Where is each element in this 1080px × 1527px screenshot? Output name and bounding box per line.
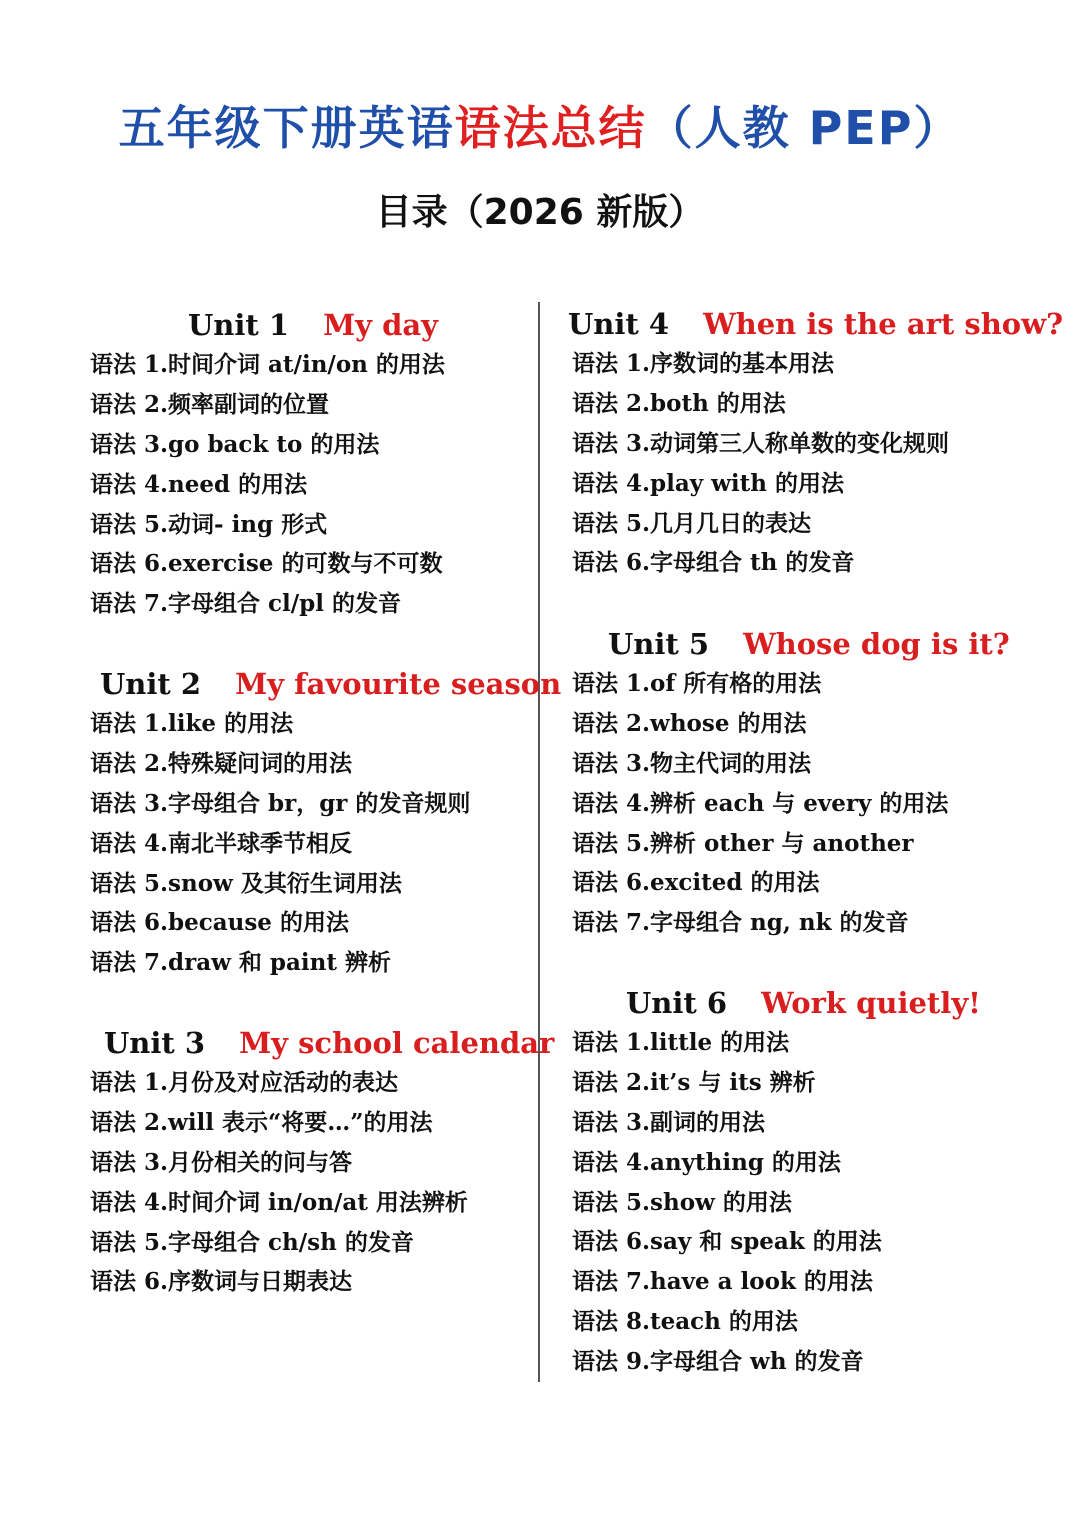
title-part-edition: （人教 PEP） [646,101,962,155]
grammar-item: 语法 4.need 的用法 [90,470,308,498]
unit-label: Unit 4 [568,307,670,341]
grammar-item: 语法 5.字母组合 ch/sh 的发音 [90,1228,414,1256]
unit-heading [568,304,1064,344]
unit-label: Unit 3 [104,1026,206,1060]
grammar-item: 语法 6.序数词与日期表达 [90,1268,353,1296]
grammar-item: 语法 6.exercise 的可数与不可数 [90,550,443,578]
unit-section-6 [572,983,1052,1382]
unit-name: When is the art show? [703,307,1064,341]
grammar-item: 语法 6.because 的用法 [90,909,349,937]
grammar-item: 语法 5.snow 及其衍生词用法 [90,869,402,897]
grammar-item: 语法 4.时间介词 in/on/at 用法辨析 [90,1188,468,1216]
grammar-item: 语法 3.动词第三人称单数的变化规则 [572,429,950,457]
grammar-item: 语法 1.月份及对应活动的表达 [90,1069,399,1096]
unit-name: Work quietly! [761,986,981,1020]
grammar-list [90,704,530,983]
grammar-list [90,1063,530,1302]
grammar-item: 语法 5.show 的用法 [572,1188,792,1216]
unit-section-1 [90,305,520,624]
grammar-item: 语法 1.little 的用法 [572,1029,790,1056]
grammar-item: 语法 4.anything 的用法 [572,1148,841,1176]
grammar-item: 语法 2.whose 的用法 [572,709,807,737]
grammar-item: 语法 7.have a look 的用法 [572,1268,873,1296]
grammar-item: 语法 6.excited 的用法 [572,869,820,897]
grammar-item: 语法 3.物主代词的用法 [572,749,812,777]
grammar-item: 语法 2.it’s 与 its 辨析 [572,1068,816,1096]
grammar-list [90,345,520,624]
unit-name: Whose dog is it? [743,627,1010,661]
unit-label: Unit 5 [608,627,710,661]
grammar-item: 语法 5.辨析 other 与 another [572,829,914,857]
grammar-item: 语法 9.字母组合 wh 的发音 [572,1348,864,1376]
grammar-item: 语法 1.like 的用法 [90,710,294,737]
unit-heading [90,664,562,704]
title-part-grammar-summary: 语法总结 [454,101,647,155]
grammar-item: 语法 1.时间介词 at/in/on 的用法 [90,351,445,378]
grammar-list [572,1023,1052,1382]
grammar-item: 语法 4.play with 的用法 [572,469,845,497]
unit-heading [572,983,1052,1023]
unit-heading [90,1023,555,1063]
unit-section-2 [90,664,562,983]
unit-name: My day [323,308,439,342]
grammar-item: 语法 2.频率副词的位置 [90,390,330,418]
page-title [0,92,1080,162]
grammar-item: 语法 3.go back to 的用法 [90,430,380,458]
grammar-item: 语法 1.序数词的基本用法 [572,350,835,377]
grammar-item: 语法 5.几月几日的表达 [572,509,812,537]
grammar-item: 语法 4.南北半球季节相反 [90,829,353,857]
unit-label: Unit 1 [188,308,290,342]
grammar-item: 语法 1.of 所有格的用法 [572,670,822,697]
grammar-item: 语法 7.字母组合 cl/pl 的发音 [90,590,401,618]
grammar-item: 语法 3.字母组合 br，gr 的发音规则 [90,789,471,817]
unit-name: My school calendar [239,1026,555,1060]
unit-section-4 [568,304,1064,583]
grammar-item: 语法 7.draw 和 paint 辨析 [90,949,392,977]
grammar-item: 语法 2.will 表示“将要…”的用法 [90,1108,433,1136]
grammar-list [572,344,1052,583]
grammar-item: 语法 6.say 和 speak 的用法 [572,1228,882,1256]
grammar-item: 语法 4.辨析 each 与 every 的用法 [572,789,949,817]
grammar-item: 语法 2.特殊疑问词的用法 [90,749,353,777]
unit-name: My favourite season [235,667,562,701]
grammar-item: 语法 6.字母组合 th 的发音 [572,549,855,577]
unit-label: Unit 6 [626,986,728,1020]
grammar-item: 语法 5.动词- ing 形式 [90,510,328,538]
unit-section-3 [90,1023,555,1302]
grammar-list [572,664,1052,943]
title-part-grade: 五年级下册英语 [118,101,455,155]
column-divider [538,302,540,1382]
grammar-item: 语法 3.月份相关的问与答 [90,1148,353,1176]
grammar-item: 语法 3.副词的用法 [572,1108,766,1136]
unit-heading [90,305,520,345]
unit-label: Unit 2 [100,667,202,701]
grammar-item: 语法 7.字母组合 ng, nk 的发音 [572,909,909,937]
grammar-item: 语法 2.both 的用法 [572,389,786,417]
grammar-item: 语法 8.teach 的用法 [572,1308,798,1336]
unit-section-5 [572,624,1052,943]
page-subtitle: 目录（2026 新版） [375,192,705,233]
unit-heading [572,624,1052,664]
